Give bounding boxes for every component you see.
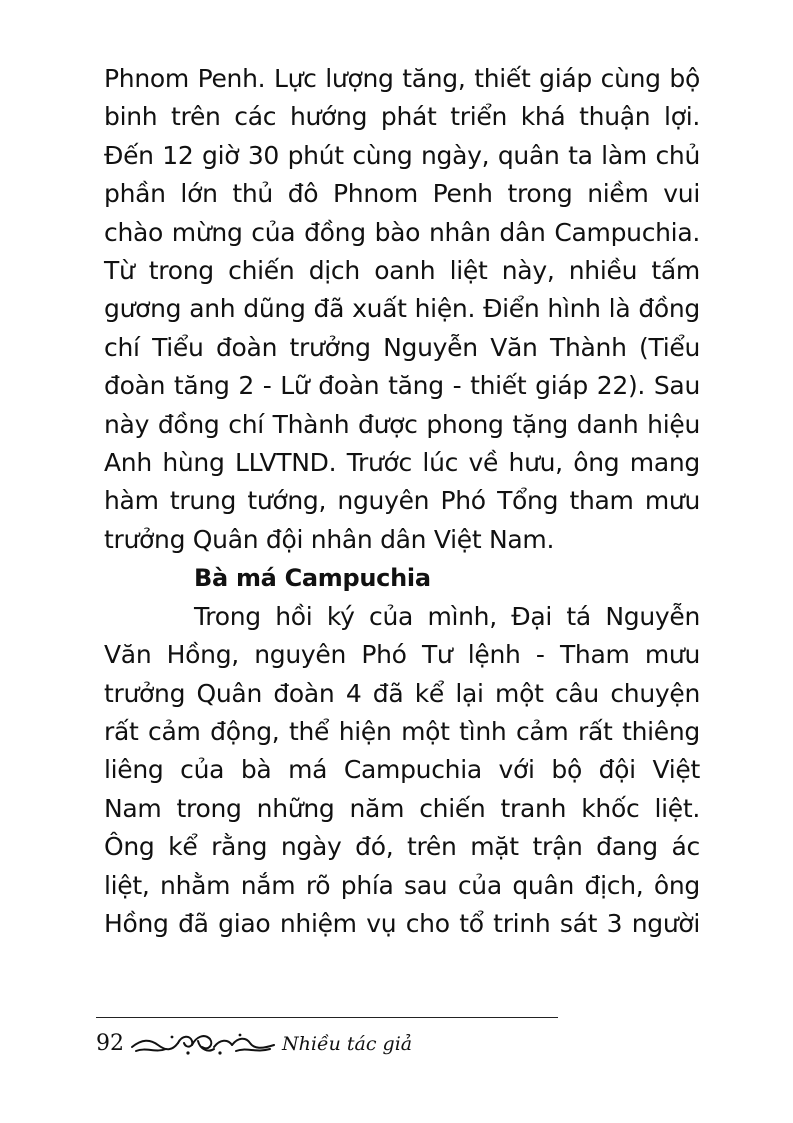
flourish-ornament-icon <box>128 1029 278 1059</box>
section-heading: Bà má Campuchia <box>194 564 431 593</box>
text-line: chí Tiểu đoàn trưởng Nguyễn Văn Thành (Tiểu <box>104 332 700 362</box>
text-line: Hồng đã giao nhiệm vụ cho tổ trinh sát 3 người <box>104 908 700 938</box>
text-line: Văn Hồng, nguyên Phó Tư lệnh - Tham mưu <box>104 640 700 670</box>
footer-rule <box>96 1017 558 1018</box>
text-line: liêng của bà má Campuchia với bộ đội Việt <box>104 755 700 785</box>
page-footer <box>96 1026 412 1062</box>
text-line: Đến 12 giờ 30 phút cùng ngày, quân ta làm chủ <box>104 140 700 170</box>
page-body <box>104 60 700 943</box>
paragraph-2 <box>104 598 700 944</box>
text-line: gương anh dũng đã xuất hiện. Điển hình là đồng <box>104 294 700 324</box>
paragraph-1 <box>104 60 700 559</box>
text-line: hàm trung tướng, nguyên Phó Tổng tham mưu <box>104 486 700 516</box>
text-line: Phnom Penh. Lực lượng tăng, thiết giáp cùng bộ <box>104 64 700 93</box>
text-line: trưởng Quân đoàn 4 đã kể lại một câu chuyện <box>104 678 700 708</box>
text-line: liệt, nhằm nắm rõ phía sau của quân địch, ông <box>104 870 700 900</box>
text-line: chào mừng của đồng bào nhân dân Campuchia. <box>104 217 700 247</box>
text-line: binh trên các hướng phát triển khá thuận lợi. <box>104 102 700 132</box>
text-line: Nam trong những năm chiến tranh khốc liệt. <box>104 793 700 823</box>
text-line: rất cảm động, thể hiện một tình cảm rất thiêng <box>104 716 700 746</box>
text-line: này đồng chí Thành được phong tặng danh hiệu <box>104 409 700 439</box>
text-line: Ông kể rằng ngày đó, trên mặt trận đang ác <box>104 832 700 862</box>
text-line: Anh hùng LLVTND. Trước lúc về hưu, ông mang <box>104 448 700 478</box>
text-line: trưởng Quân đội nhân dân Việt Nam. <box>104 524 555 554</box>
page-number: 92 <box>96 1031 124 1056</box>
text-line: đoàn tăng 2 - Lữ đoàn tăng - thiết giáp 22). Sau <box>104 371 700 401</box>
text-line: Trong hồi ký của mình, Đại tá Nguyễn <box>194 601 700 631</box>
book-author: Nhiều tác giả <box>282 1033 413 1055</box>
text-line: phần lớn thủ đô Phnom Penh trong niềm vui <box>104 179 700 209</box>
text-line: Từ trong chiến dịch oanh liệt này, nhiều tấm <box>104 256 700 286</box>
